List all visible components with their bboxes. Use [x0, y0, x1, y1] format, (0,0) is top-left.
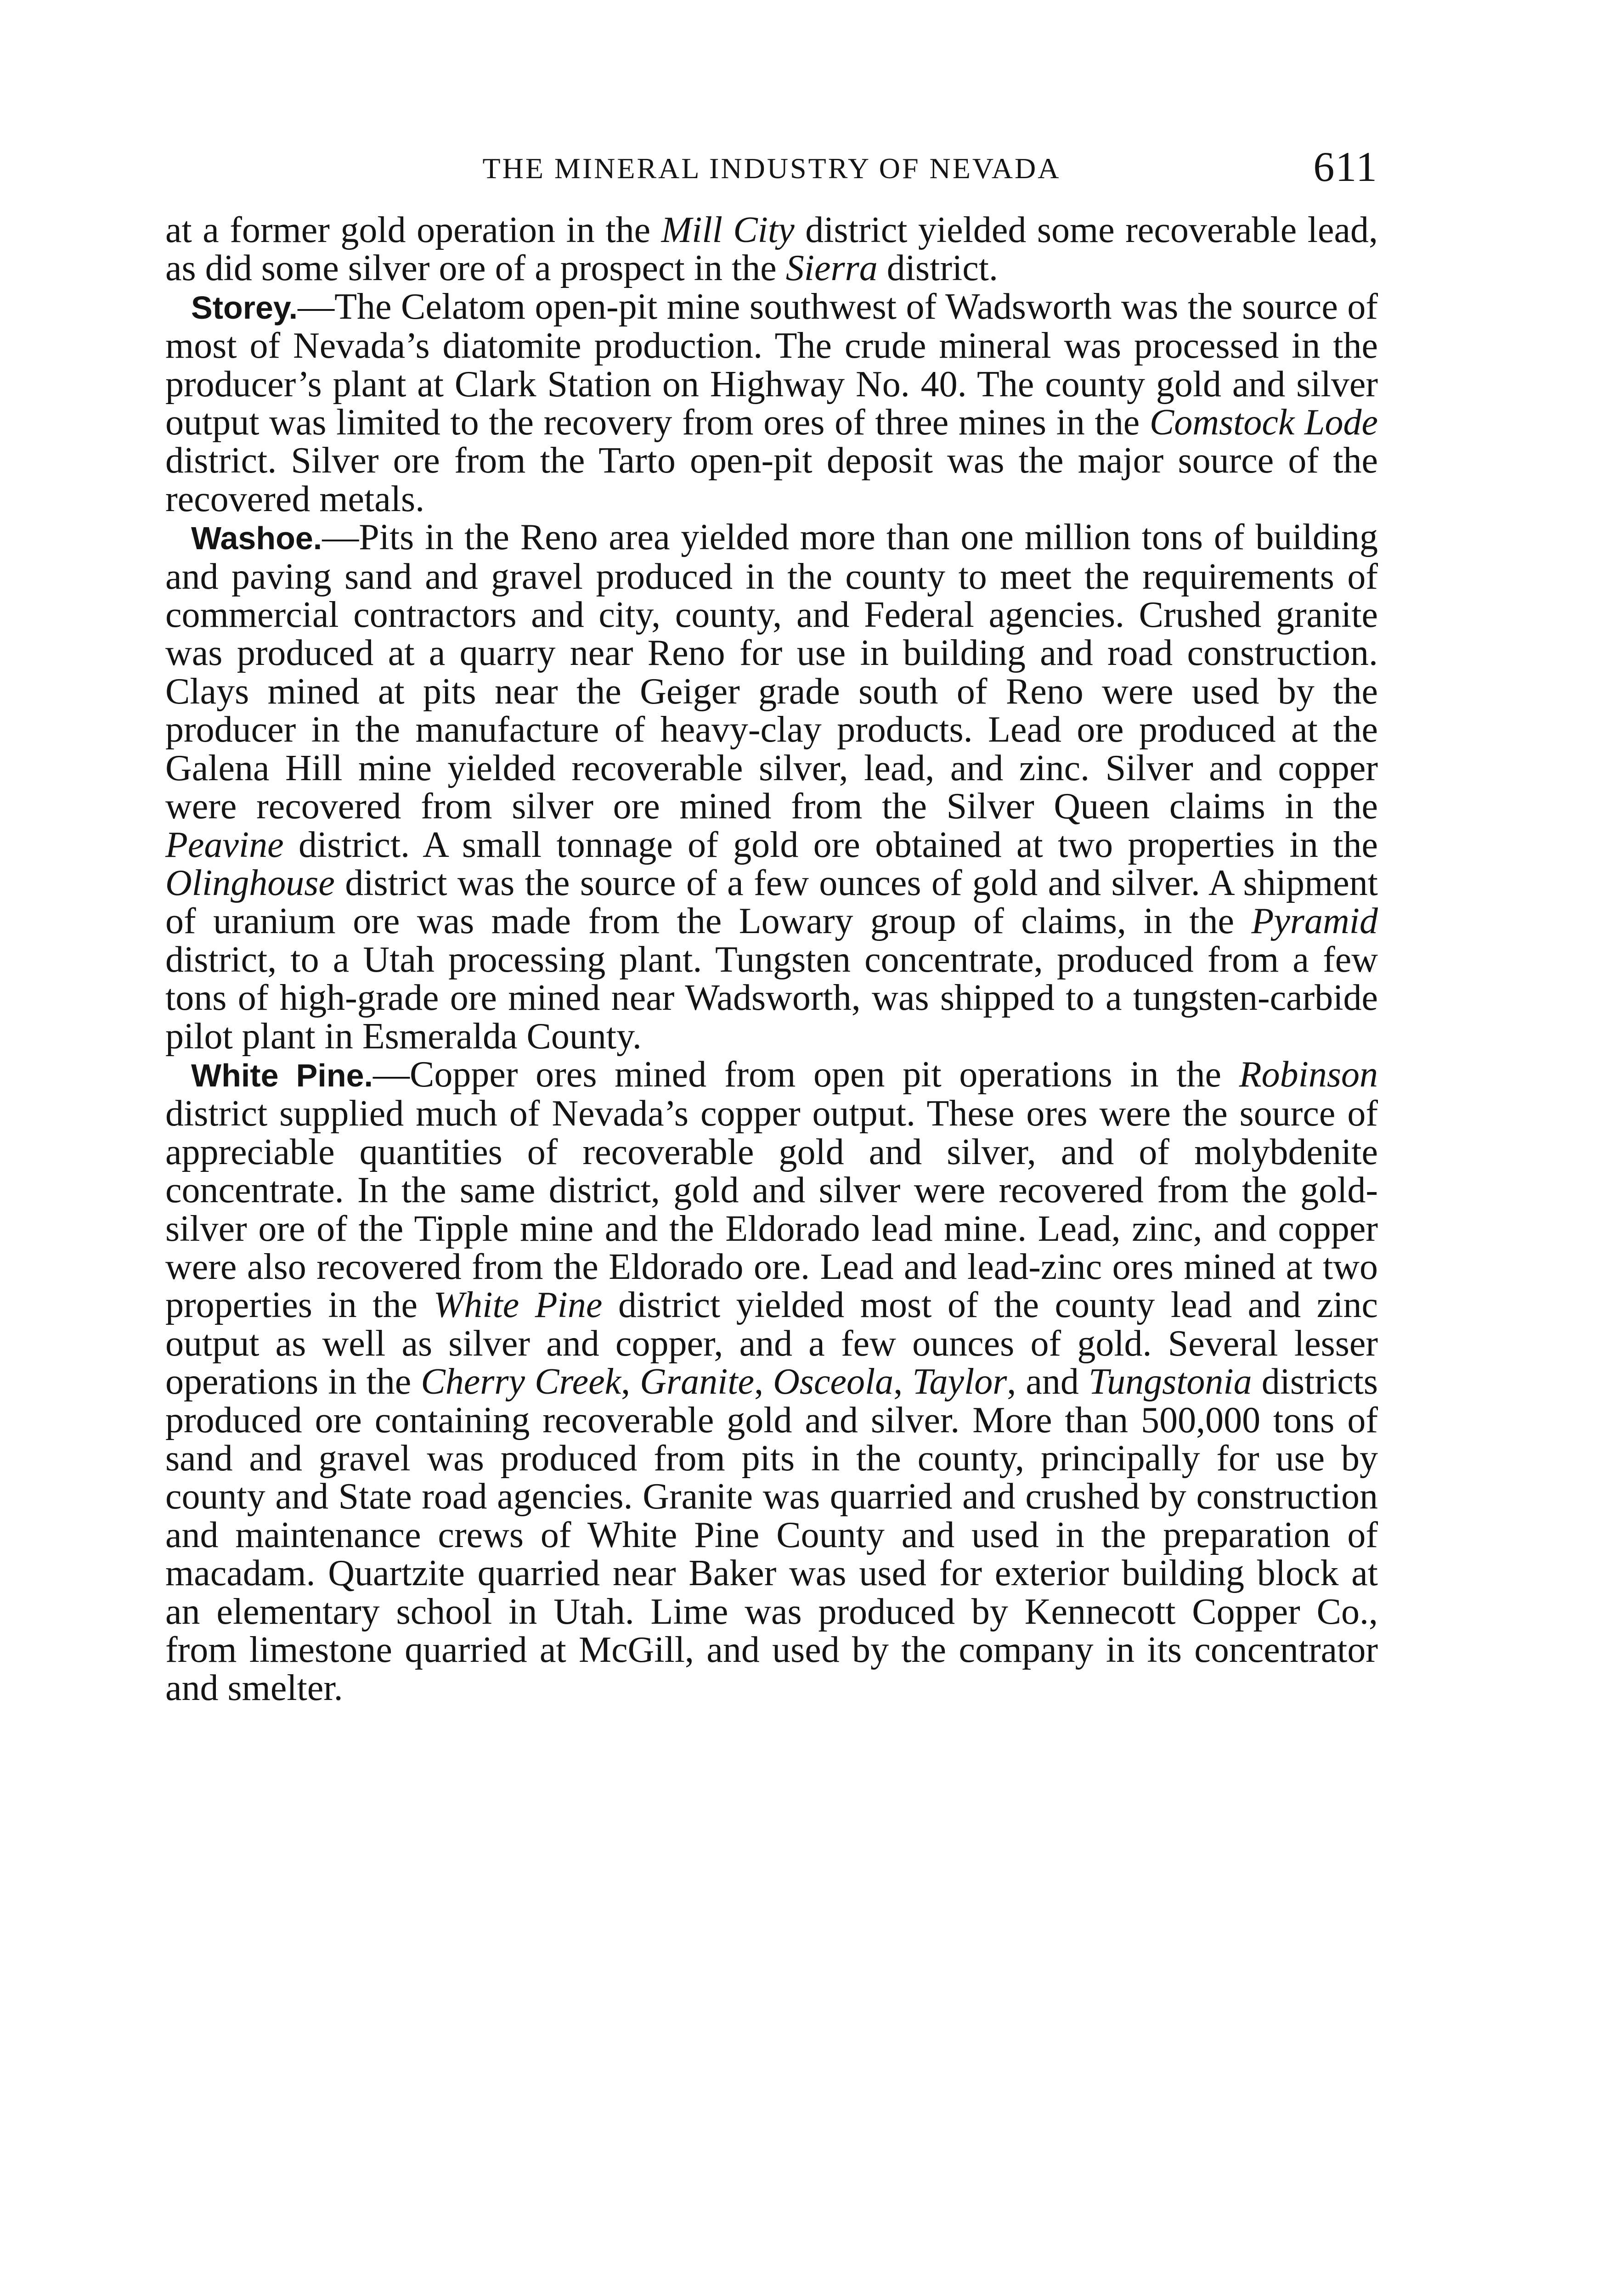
district-name: Pyramid [1251, 901, 1378, 942]
paragraph-text: district yielded some recoverable lead, as did some silver ore of a prospect in the [165, 210, 1378, 289]
paragraph-white-pine [165, 1056, 1378, 1708]
county-heading-white-pine: White Pine. [191, 1057, 373, 1093]
body-text [165, 211, 1378, 1708]
paragraph-storey [165, 288, 1378, 518]
paragraph-text: —Pits in the Reno area yielded more than one million tons of building and paving sand and gravel produced in the county to meet the requirements of commercial contractors and city, county, and Federal agencies. Crushed granite was produced at a quarry near Reno for use in building and road construction. Clays mined at pits near the Geiger grade south of Reno were used by the producer in the manufacture of heavy-clay products. Lead ore produced at the Galena Hill mine yielded recoverable silver, lead, and zinc. Silver and copper were recovered from silver ore mined from the Silver Queen claims in the [165, 517, 1378, 827]
district-name: Mill City [661, 210, 795, 250]
paragraph-washoe [165, 518, 1378, 1056]
district-name: Cherry Creek [421, 1362, 621, 1402]
running-header [165, 142, 1378, 211]
running-title: THE MINERAL INDUSTRY OF NEVADA [482, 152, 1061, 185]
paragraph-text: district. Silver ore from the Tarto open-pit deposit was the major source of the recovered metals. [165, 440, 1378, 519]
district-name: Granite [640, 1362, 755, 1402]
district-name: Tungstonia [1088, 1362, 1252, 1402]
paragraph-text: district was the source of a few ounces of gold and silver. A shipment of uranium ore was made from the Lowary group of claims, in the [165, 862, 1378, 942]
district-name: Peavine [165, 824, 284, 865]
district-name: Osceola [773, 1362, 894, 1402]
paragraph-text: —The Celatom open-pit mine southwest of Wadsworth was the source of most of Nevada’s diatomite production. The crude mineral was processed in the producer’s plant at Clark Station on Highway No. 40. The county gold and silver output was limited to the recovery from ores of three mines in the [165, 286, 1378, 443]
paragraph-text: district, to a Utah processing plant. Tungsten concentrate, produced from a few tons of high-grade ore mined near Wadsworth, was shipped to a tungsten-carbide pilot plant in Esmeralda County. [165, 939, 1378, 1057]
district-name: Comstock Lode [1149, 402, 1378, 443]
paragraph-text: district. [877, 248, 998, 289]
district-name: Robinson [1239, 1054, 1378, 1095]
paragraph-text: , and [1007, 1362, 1089, 1402]
paragraph-text: districts produced ore containing recoverable gold and silver. More than 500,000 tons of sand and gravel was produced from pits in the county, principally for use by county and State road agencies. Granite was quarried and crushed by construction and maintenance crews of White Pine County and used in the preparation of macadam. Quartzite quarried near Baker was used for exterior building block at an elementary school in Utah. Lime was produced by Kennecott Copper Co., from limestone quarried at McGill, and used by the company in its concentrator and smelter. [165, 1362, 1378, 1709]
county-heading-storey: Storey. [191, 289, 298, 326]
district-name: Olinghouse [165, 862, 335, 903]
paragraph-text: —Copper ores mined from open pit operations in the [372, 1054, 1239, 1095]
paragraph-text: at a former gold operation in the [165, 210, 661, 250]
district-name: White Pine [433, 1285, 603, 1326]
paragraph-text: , [621, 1362, 640, 1402]
district-name: Sierra [785, 248, 878, 289]
page-number: 611 [1313, 143, 1378, 190]
paragraph-continuation [165, 211, 1378, 288]
county-heading-washoe: Washoe. [191, 520, 322, 557]
paragraph-text: district supplied much of Nevada’s copper output. These ores were the source of appreciable quantities of recoverable gold and silver, and of molybdenite concentrate. In the same district, gold and silver were recovered from the gold-silver ore of the Tipple mine and the Eldorado lead mine. Lead, zinc, and copper were also recovered from the Eldorado ore. Lead and lead-zinc ores mined at two properties in the [165, 1093, 1378, 1326]
paragraph-text: , [754, 1362, 773, 1402]
district-name: Taylor [912, 1362, 1007, 1402]
document-page [165, 142, 1378, 1708]
paragraph-text: district. A small tonnage of gold ore obtained at two properties in the [283, 824, 1378, 865]
paragraph-text: , [893, 1362, 913, 1402]
paragraph-text: district yielded most of the county lead and zinc output as well as silver and copper, and a few ounces of gold. Several lesser operations in the [165, 1285, 1378, 1402]
